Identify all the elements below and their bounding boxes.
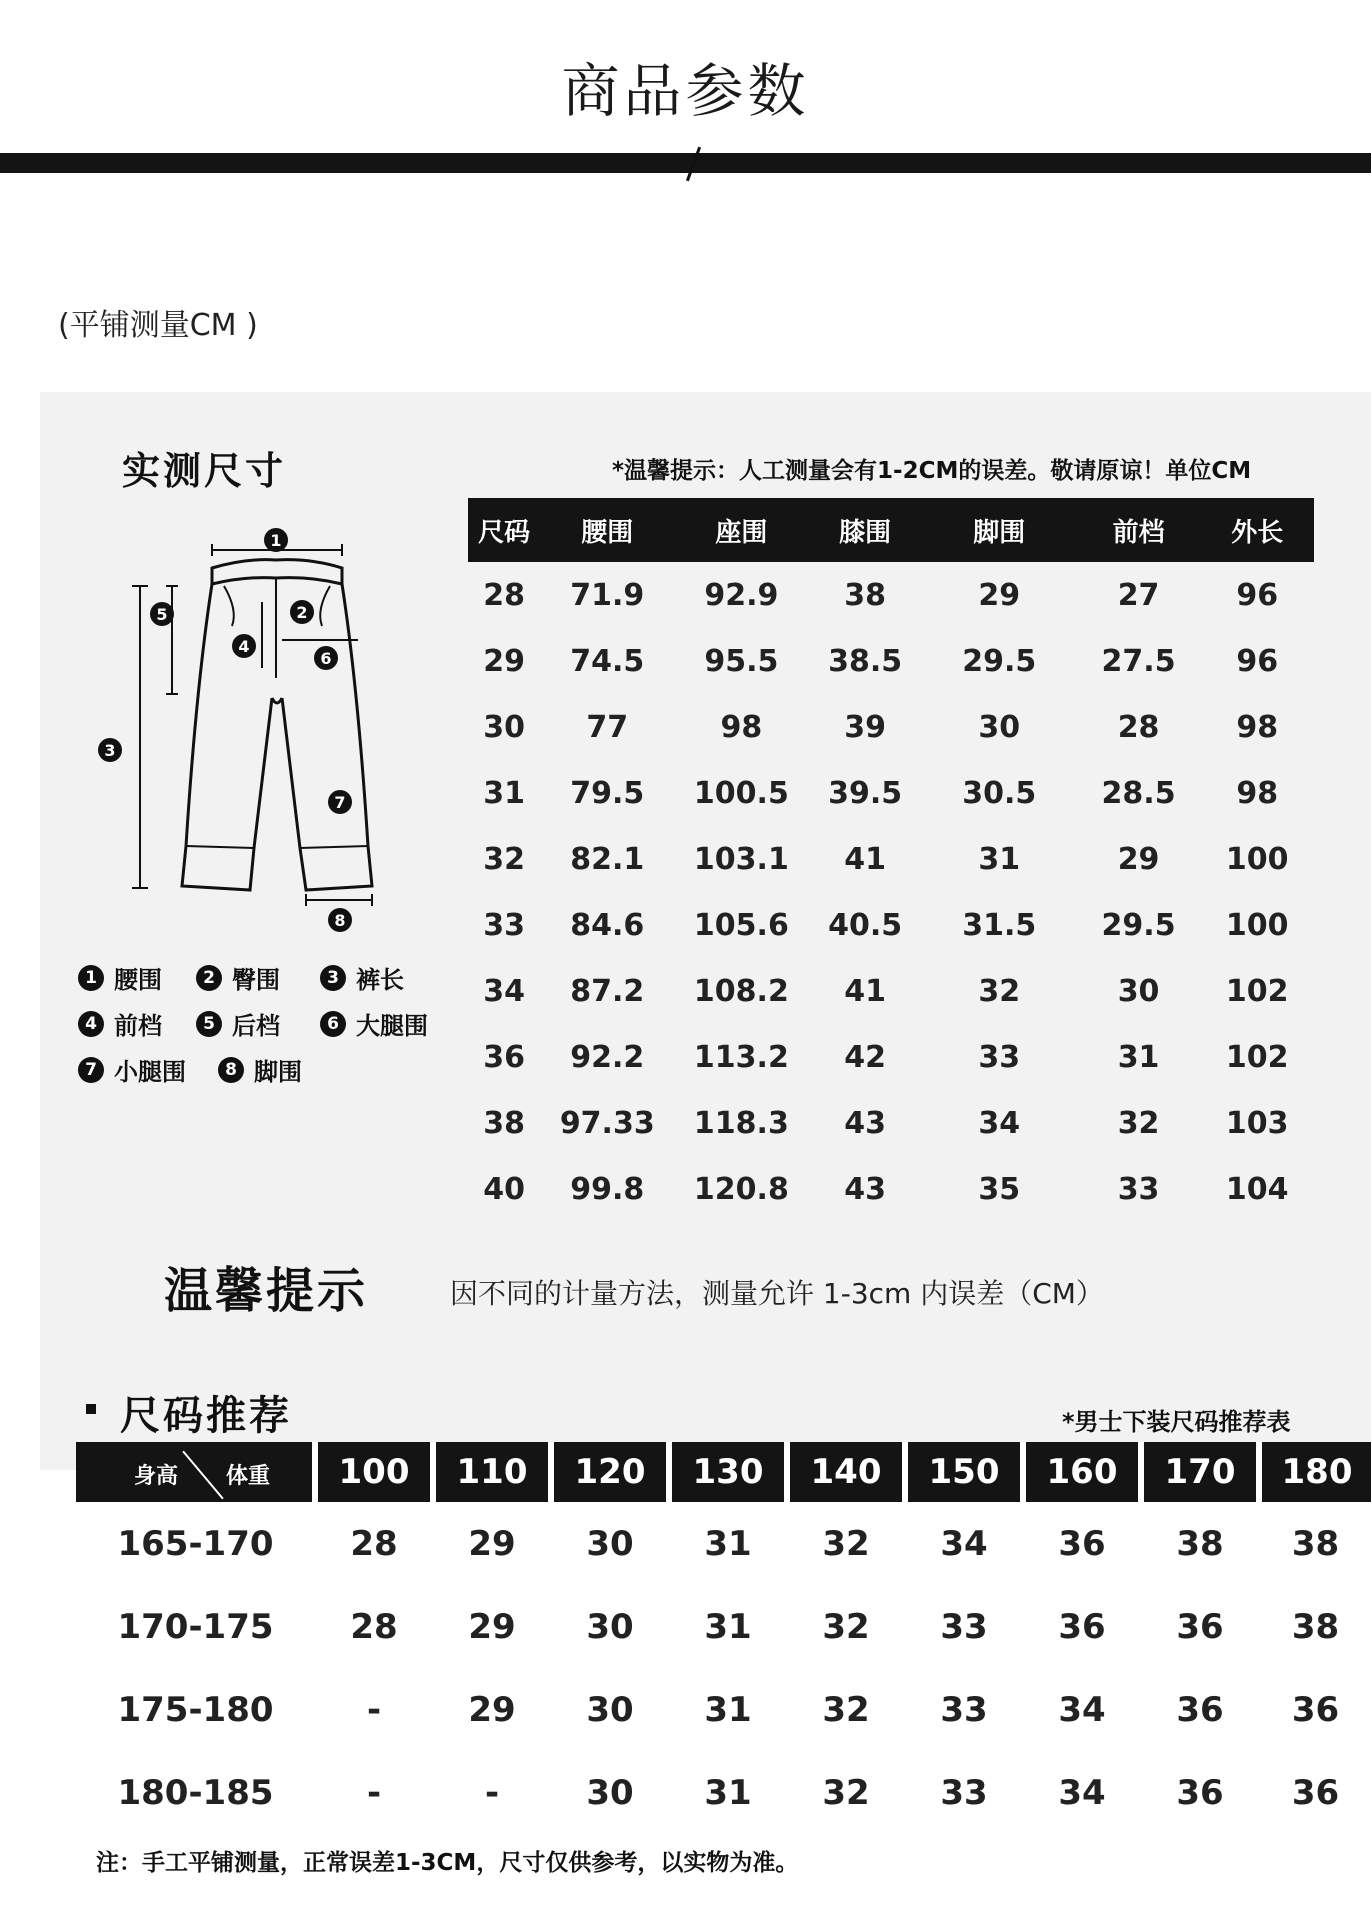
size-cell: 27 xyxy=(1117,577,1160,613)
size-cell: 41 xyxy=(844,973,887,1009)
size-cell: 82.1 xyxy=(570,841,645,877)
size-table-body xyxy=(468,562,1314,1222)
size-cell: 32 xyxy=(1117,1105,1160,1141)
size-cell: 71.9 xyxy=(570,577,645,613)
size-cell: 84.6 xyxy=(570,907,645,943)
recommend-size-cell: 29 xyxy=(468,1689,516,1730)
measure-method-note: (平铺测量CM ) xyxy=(58,308,258,343)
recommend-size-cell: 30 xyxy=(586,1523,634,1564)
recommend-row xyxy=(76,1751,1371,1834)
size-table-row xyxy=(468,892,1314,958)
recommend-size-cell: 29 xyxy=(468,1606,516,1647)
height-range-cell: 175-180 xyxy=(117,1689,274,1730)
weight-col-header: 120 xyxy=(551,1442,669,1502)
size-cell: 32 xyxy=(978,973,1021,1009)
size-cell: 33 xyxy=(483,907,525,943)
size-table-row xyxy=(468,694,1314,760)
recommend-tip: *男士下装尺码推荐表 xyxy=(1062,1408,1291,1436)
size-cell: 100 xyxy=(1225,841,1289,877)
size-cell: 102 xyxy=(1225,1039,1289,1075)
diagram-marker-label: 6 xyxy=(320,649,332,668)
legend-number: 2 xyxy=(196,965,222,991)
legend-number: 5 xyxy=(196,1011,222,1037)
recommend-size-cell: - xyxy=(484,1772,500,1813)
size-cell: 29 xyxy=(978,577,1021,613)
size-cell: 41 xyxy=(844,841,887,877)
section-bullet xyxy=(86,1404,96,1414)
recommend-row xyxy=(76,1502,1371,1585)
recommend-table xyxy=(76,1442,1371,1834)
recommend-size-cell: 33 xyxy=(940,1689,988,1730)
diagram-marker-6 xyxy=(314,646,338,670)
size-cell: 99.8 xyxy=(570,1171,645,1207)
size-col-header: 膝围 xyxy=(808,498,921,562)
recommend-size-cell: 30 xyxy=(586,1772,634,1813)
size-cell: 39.5 xyxy=(828,775,903,811)
legend-label: 腰围 xyxy=(114,966,162,994)
recommend-size-cell: 36 xyxy=(1176,1772,1224,1813)
size-table xyxy=(468,498,1314,1222)
size-cell: 74.5 xyxy=(570,643,645,679)
legend-number: 3 xyxy=(320,965,346,991)
size-cell: 95.5 xyxy=(704,643,779,679)
recommend-section-title: 尺码推荐 xyxy=(120,1393,292,1439)
diagram-marker-label: 7 xyxy=(334,793,346,812)
recommend-size-cell: 32 xyxy=(822,1772,870,1813)
diagram-marker-5 xyxy=(150,602,174,626)
pants-left-leg xyxy=(182,584,272,890)
diagram-marker-4 xyxy=(232,634,256,658)
size-cell: 98 xyxy=(1236,709,1279,745)
size-table-row xyxy=(468,1090,1314,1156)
size-cell: 33 xyxy=(1117,1171,1160,1207)
corner-divider xyxy=(182,1451,223,1500)
size-cell: 34 xyxy=(978,1105,1021,1141)
size-cell: 35 xyxy=(978,1171,1021,1207)
diagram-marker-8 xyxy=(328,908,352,932)
size-cell: 79.5 xyxy=(570,775,645,811)
size-cell: 40 xyxy=(483,1171,525,1207)
diagram-marker-7 xyxy=(328,790,352,814)
recommend-size-cell: 30 xyxy=(586,1606,634,1647)
recommend-size-cell: 31 xyxy=(704,1772,752,1813)
recommend-size-cell: 31 xyxy=(704,1689,752,1730)
diagram-marker-label: 1 xyxy=(270,531,282,550)
size-cell: 77 xyxy=(586,709,629,745)
size-table-row xyxy=(468,958,1314,1024)
size-table-row xyxy=(468,826,1314,892)
diagram-marker-label: 2 xyxy=(296,603,308,622)
recommend-size-cell: 36 xyxy=(1176,1606,1224,1647)
legend-number: 1 xyxy=(78,965,104,991)
legend-number: 4 xyxy=(78,1011,104,1037)
recommend-size-cell: 36 xyxy=(1291,1689,1340,1730)
size-col-header: 尺码 xyxy=(468,498,540,562)
legend-item xyxy=(78,1006,162,1041)
recommend-size-cell: 36 xyxy=(1291,1772,1340,1813)
size-table-row xyxy=(468,1156,1314,1222)
size-cell: 28.5 xyxy=(1101,775,1176,811)
legend-label: 前档 xyxy=(114,1012,162,1040)
size-col-header: 外长 xyxy=(1200,498,1314,562)
height-range-cell: 180-185 xyxy=(117,1772,274,1813)
size-cell: 120.8 xyxy=(693,1171,789,1207)
size-cell: 103 xyxy=(1225,1105,1289,1141)
legend-item xyxy=(78,960,162,995)
legend-label: 裤长 xyxy=(356,966,404,994)
size-cell: 104 xyxy=(1225,1171,1289,1207)
size-cell: 29 xyxy=(483,643,525,679)
recommend-size-cell: 28 xyxy=(350,1523,398,1564)
diagram-marker-label: 3 xyxy=(104,741,116,760)
size-cell: 43 xyxy=(844,1105,887,1141)
recommend-size-cell: 31 xyxy=(704,1523,752,1564)
recommend-size-cell: 32 xyxy=(822,1606,870,1647)
size-cell: 97.33 xyxy=(559,1105,655,1141)
size-table-header xyxy=(468,498,1314,562)
recommend-size-cell: 34 xyxy=(1058,1689,1106,1730)
size-col-header: 前档 xyxy=(1077,498,1201,562)
size-cell: 38.5 xyxy=(828,643,903,679)
size-col-header: 座围 xyxy=(674,498,808,562)
legend-item xyxy=(78,1052,186,1087)
pants-right-leg xyxy=(282,584,372,890)
size-cell: 30.5 xyxy=(962,775,1037,811)
legend-item xyxy=(196,960,280,995)
pants-diagram xyxy=(96,528,436,948)
weight-col-header: 140 xyxy=(787,1442,905,1502)
size-cell: 98 xyxy=(720,709,763,745)
size-cell: 43 xyxy=(844,1171,887,1207)
recommend-size-cell: 36 xyxy=(1058,1606,1106,1647)
size-table-row xyxy=(468,760,1314,826)
legend-item xyxy=(196,1006,280,1041)
weight-col-header: 110 xyxy=(433,1442,551,1502)
size-cell: 28 xyxy=(1117,709,1160,745)
recommend-size-cell: 33 xyxy=(940,1772,988,1813)
size-table-row xyxy=(468,628,1314,694)
size-cell: 100.5 xyxy=(693,775,789,811)
diagram-marker-label: 5 xyxy=(156,605,168,624)
size-cell: 31 xyxy=(978,841,1021,877)
recommend-size-cell: 32 xyxy=(822,1523,870,1564)
weight-col-header: 180 xyxy=(1259,1442,1371,1502)
warm-tip-title: 温馨提示 xyxy=(164,1263,369,1319)
size-cell: 40.5 xyxy=(828,907,903,943)
recommend-size-cell: 38 xyxy=(1291,1606,1340,1647)
legend-number: 6 xyxy=(320,1011,346,1037)
size-cell: 108.2 xyxy=(693,973,789,1009)
size-cell: 92.9 xyxy=(704,577,779,613)
recommend-size-cell: 36 xyxy=(1058,1523,1106,1564)
size-cell: 30 xyxy=(1117,973,1160,1009)
size-cell: 100 xyxy=(1225,907,1289,943)
diagram-marker-3 xyxy=(98,738,122,762)
diagram-marker-1 xyxy=(264,528,288,552)
size-cell: 118.3 xyxy=(693,1105,789,1141)
size-cell: 36 xyxy=(483,1039,525,1075)
recommend-row xyxy=(76,1668,1371,1751)
weight-col-header: 130 xyxy=(669,1442,787,1502)
legend-label: 小腿围 xyxy=(114,1058,186,1086)
recommend-size-cell: 29 xyxy=(468,1523,516,1564)
size-cell: 105.6 xyxy=(693,907,789,943)
size-cell: 39 xyxy=(844,709,887,745)
diagram-marker-label: 4 xyxy=(238,637,250,656)
size-cell: 30 xyxy=(978,709,1021,745)
recommend-row xyxy=(76,1585,1371,1668)
legend-number: 8 xyxy=(218,1057,244,1083)
title-divider xyxy=(0,153,1371,173)
size-cell: 27.5 xyxy=(1101,643,1176,679)
recommend-size-cell: 34 xyxy=(1058,1772,1106,1813)
recommend-size-cell: 38 xyxy=(1176,1523,1224,1564)
height-range-cell: 165-170 xyxy=(117,1523,274,1564)
size-cell: 38 xyxy=(483,1105,525,1141)
height-range-cell: 170-175 xyxy=(117,1606,274,1647)
recommend-size-cell: 32 xyxy=(822,1689,870,1730)
size-table-row xyxy=(468,562,1314,628)
size-cell: 103.1 xyxy=(693,841,789,877)
size-cell: 29.5 xyxy=(962,643,1037,679)
recommend-size-cell: 36 xyxy=(1176,1689,1224,1730)
legend-item xyxy=(320,960,404,995)
size-cell: 98 xyxy=(1236,775,1279,811)
size-cell: 42 xyxy=(844,1039,887,1075)
diagram-marker-2 xyxy=(290,600,314,624)
size-cell: 38 xyxy=(844,577,887,613)
corner-height-label: 身高 xyxy=(134,1464,179,1489)
weight-col-header: 100 xyxy=(315,1442,433,1502)
recommend-size-cell: 34 xyxy=(940,1523,988,1564)
size-cell: 31 xyxy=(1117,1039,1160,1075)
legend-number: 7 xyxy=(78,1057,104,1083)
size-cell: 31 xyxy=(483,775,525,811)
size-cell: 30 xyxy=(483,709,525,745)
weight-col-header: 170 xyxy=(1141,1442,1259,1502)
size-col-header: 腰围 xyxy=(540,498,674,562)
page-title: 商品参数 xyxy=(561,57,810,125)
weight-col-header: 160 xyxy=(1023,1442,1141,1502)
diagram-marker-label: 8 xyxy=(334,911,346,930)
measure-tip: *温馨提示：人工测量会有1-2CM的误差。敬请原谅！单位CM xyxy=(612,458,1252,484)
size-cell: 32 xyxy=(483,841,525,877)
legend-label: 大腿围 xyxy=(356,1012,428,1040)
corner-cell xyxy=(76,1442,315,1502)
recommend-size-cell: - xyxy=(366,1772,382,1813)
size-cell: 92.2 xyxy=(570,1039,645,1075)
corner-weight-label: 体重 xyxy=(226,1464,271,1489)
recommend-size-cell: - xyxy=(366,1689,382,1730)
legend-label: 臀围 xyxy=(232,966,280,994)
size-cell: 29.5 xyxy=(1101,907,1176,943)
size-table-row xyxy=(468,1024,1314,1090)
recommend-size-cell: 28 xyxy=(350,1606,398,1647)
legend-label: 脚围 xyxy=(254,1058,302,1086)
size-cell: 96 xyxy=(1236,643,1279,679)
legend-item xyxy=(320,1006,428,1041)
recommend-size-cell: 38 xyxy=(1291,1523,1340,1564)
size-cell: 113.2 xyxy=(693,1039,789,1075)
recommend-size-cell: 31 xyxy=(704,1606,752,1647)
legend-item xyxy=(218,1052,302,1087)
size-cell: 102 xyxy=(1225,973,1289,1009)
weight-col-header: 150 xyxy=(905,1442,1023,1502)
size-cell: 28 xyxy=(483,577,525,613)
footnote: 注：手工平铺测量，正常误差1-3CM，尺寸仅供参考，以实物为准。 xyxy=(96,1850,799,1876)
size-cell: 29 xyxy=(1117,841,1160,877)
warm-tip-text: 因不同的计量方法，测量允许 1-3cm 内误差（CM） xyxy=(450,1277,1104,1310)
recommend-size-cell: 30 xyxy=(586,1689,634,1730)
size-cell: 31.5 xyxy=(962,907,1037,943)
recommend-size-cell: 33 xyxy=(940,1606,988,1647)
size-col-header: 脚围 xyxy=(922,498,1077,562)
recommend-table-header xyxy=(76,1442,1371,1502)
legend-label: 后档 xyxy=(232,1012,280,1040)
measure-section-title: 实测尺寸 xyxy=(122,449,287,493)
size-cell: 33 xyxy=(978,1039,1021,1075)
size-cell: 34 xyxy=(483,973,525,1009)
size-cell: 96 xyxy=(1236,577,1279,613)
size-cell: 87.2 xyxy=(570,973,645,1009)
recommend-table-body xyxy=(76,1502,1371,1834)
